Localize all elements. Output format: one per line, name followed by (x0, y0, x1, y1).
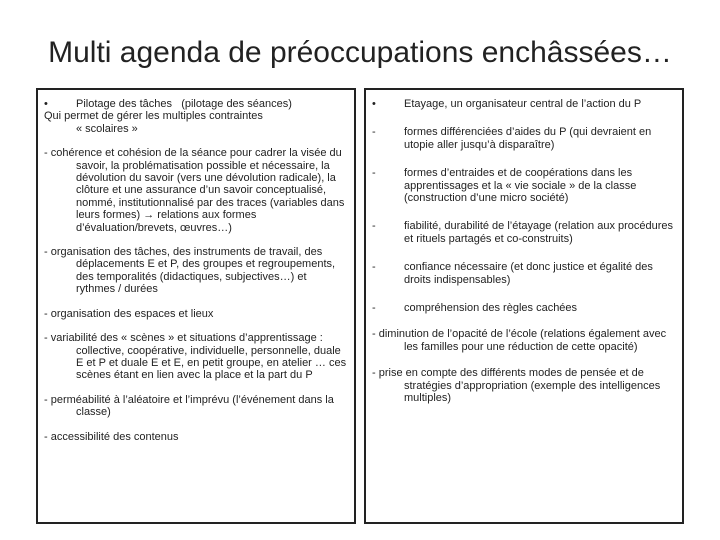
right-text-box (364, 88, 684, 524)
right-dash-item (372, 261, 676, 286)
slide-title: Multi agenda de préoccupations enchâssées… (48, 36, 672, 69)
bullet-icon: • (372, 98, 376, 110)
right-dash-text: formes d’entraides et de coopérations dans les apprentissages et la « vie sociale » de la classe (construction d’une micro société) (404, 167, 637, 205)
dash-marker: - (372, 302, 376, 315)
right-heading-rest: un organisateur central de l’action du P (447, 98, 642, 110)
dash-marker: - (372, 167, 376, 180)
left-item-variabilite-scenes: - variabilité des « scènes » et situations d’apprentissage : collective, coopérative, individuelle, personnelle, duale E et P et duale E et E, en petit groupe, en atelier … ces scènes étant en lien avec la place et la part du P (44, 332, 347, 382)
right-item-opacite: - diminution de l’opacité de l’école (relations également avec les familles pour une réduction de cette opacité) (372, 328, 667, 353)
right-dash-item (372, 220, 676, 245)
right-dash-text: formes différenciées d’aides du P (qui devraient en utopie aller jusqu’à disparaître) (404, 126, 652, 151)
right-heading (372, 98, 676, 110)
right-dash-text: compréhension des règles cachées (404, 302, 578, 315)
left-intro-line: Qui permet de gérer les multiples contraintes (44, 110, 263, 123)
left-heading (44, 98, 348, 110)
left-item-organisation-espaces: - organisation des espaces et lieux (44, 307, 214, 320)
left-item-accessibilite: - accessibilité des contenus (44, 430, 179, 443)
left-item-organisation-taches: - organisation des tâches, des instruments de travail, des déplacements E et P, des groupes et regroupements, des temporalités (didactiques, subjectives…) et rythmes / durées (44, 246, 336, 296)
left-heading-note: (pilotage des séances) (181, 98, 292, 110)
right-dash-text: fiabilité, durabilité de l’étayage (relation aux procédures et rituels partagés et co-construits) (404, 220, 674, 245)
left-heading-label: Pilotage des tâches (76, 98, 173, 110)
right-dash-item (372, 126, 676, 151)
bullet-icon: • (44, 98, 48, 110)
left-item-coherence: - cohérence et cohésion de la séance pour cadrer la visée du savoir, la problématisation possible et nécessaire, la dévolution du savoir (vers une dévolution radicale), la clôture et une assurance d’un savoir conceptualisé, nommé, institutionnalisé par des traces (variables dans leurs formes) → relations aux formes d’évaluation/brevets, œuvres…) (44, 147, 345, 234)
dash-marker: - (372, 126, 376, 139)
right-heading-label: Etayage, (404, 98, 448, 110)
right-dash-item (372, 302, 676, 314)
right-item-modes-pensee: - prise en compte des différents modes de pensée et de stratégies d’appropriation (exemple des intelligences multiples) (372, 367, 661, 405)
left-item-permeabilite: - perméabilité à l’aléatoire et l’imprévu (l’événement dans la classe) (44, 393, 334, 419)
left-intro-line-2: « scolaires » (76, 122, 138, 135)
dash-marker: - (372, 220, 376, 233)
left-text-box (36, 88, 356, 524)
dash-marker: - (372, 261, 376, 274)
right-dash-text: confiance nécessaire (et donc justice et égalité des droits indispensables) (404, 261, 653, 286)
right-dash-item (372, 167, 676, 204)
